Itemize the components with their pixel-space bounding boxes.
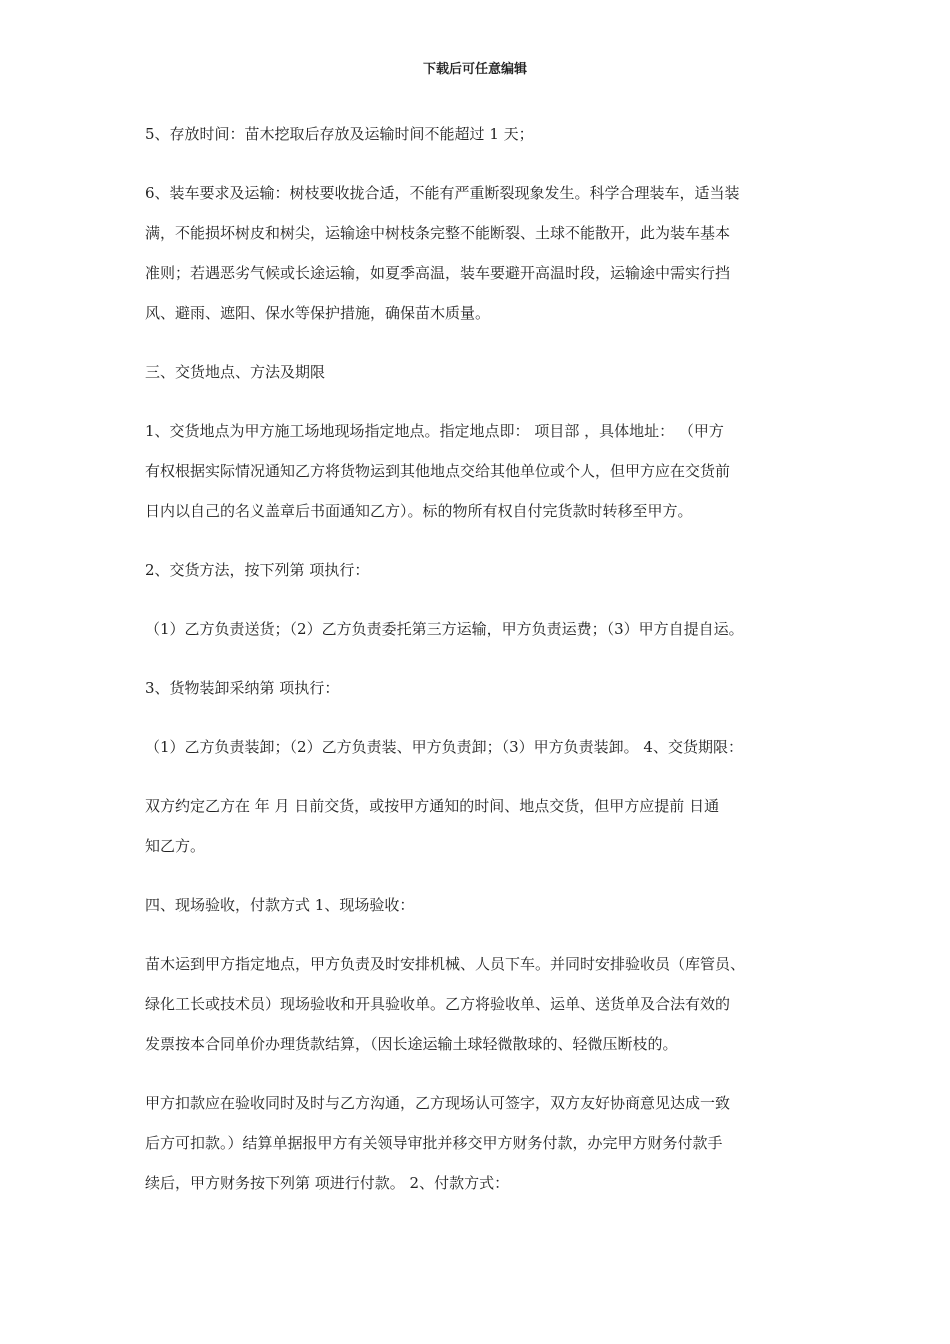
text-line: 三、交货地点、方法及期限 <box>145 363 326 381</box>
text-line: 有权根据实际情况通知乙方将货物运到其他地点交给其他单位或个人，但甲方应在交货前 <box>145 462 731 480</box>
text-line: 发票按本合同单价办理货款结算，（因长途运输土球轻微散球的、轻微压断枝的。 <box>145 1035 678 1053</box>
paragraph-loading-unloading <box>145 668 825 708</box>
page-header: 下载后可任意编辑 <box>422 62 527 77</box>
text-line: 满，不能损坏树皮和树尖，运输途中树枝条完整不能断裂、土球不能散开，此为装车基本 <box>145 224 731 242</box>
text-line: 知乙方。 <box>145 837 206 855</box>
text-line: 2、交货方法，按下列第 项执行： <box>145 561 370 579</box>
paragraph-onsite-inspection <box>145 944 825 1064</box>
document-body <box>145 114 825 1222</box>
text-line: 后方可扣款。）结算单据报甲方有关领导审批并移交甲方财务付款，办完甲方财务付款手 <box>145 1134 723 1152</box>
section-heading-delivery <box>145 352 825 392</box>
text-line: 绿化工长或技术员）现场验收和开具验收单。乙方将验收单、运单、送货单及合法有效的 <box>145 995 731 1013</box>
text-line: （1）乙方负责送货；（2）乙方负责委托第三方运输，甲方负责运费；（3）甲方自提自运。 <box>145 620 744 638</box>
paragraph-delivery-deadline <box>145 786 825 866</box>
text-line: 6、装车要求及运输：树枝要收拢合适，不能有严重断裂现象发生。科学合理装车，适当装 <box>145 184 740 202</box>
text-line: 甲方扣款应在验收同时及时与乙方沟通，乙方现场认可签字，双方友好协商意见达成一致 <box>145 1094 731 1112</box>
paragraph-delivery-options <box>145 609 825 649</box>
paragraph-delivery-location <box>145 411 825 531</box>
paragraph-delivery-method <box>145 550 825 590</box>
text-line: 四、现场验收，付款方式 1、现场验收： <box>145 896 415 914</box>
paragraph-storage-time <box>145 114 825 154</box>
text-line: 日内以自己的名义盖章后书面通知乙方）。标的物所有权自付完货款时转移至甲方。 <box>145 502 693 520</box>
paragraph-loading-options <box>145 727 825 767</box>
paragraph-deduction-payment <box>145 1083 825 1203</box>
text-line: 风、避雨、遮阳、保水等保护措施，确保苗木质量。 <box>145 304 491 322</box>
text-line: （1）乙方负责装卸；（2）乙方负责装、甲方负责卸；（3）甲方负责装卸。 4、交货期限： <box>145 738 743 756</box>
text-line: 续后，甲方财务按下列第 项进行付款。 2、付款方式： <box>145 1174 510 1192</box>
text-line: 双方约定乙方在 年 月 日前交货，或按甲方通知的时间、地点交货，但甲方应提前 日通 <box>145 797 720 815</box>
text-line: 3、货物装卸采纳第 项执行： <box>145 679 340 697</box>
section-heading-inspection-payment <box>145 885 825 925</box>
text-line: 准则；若遇恶劣气候或长途运输，如夏季高温，装车要避开高温时段，运输途中需实行挡 <box>145 264 731 282</box>
paragraph-loading-transport <box>145 173 825 333</box>
text-line: 1、交货地点为甲方施工场地现场指定地点。指定地点即： 项目部 ，具体地址： （甲方 <box>145 422 724 440</box>
text-line: 5、存放时间：苗木挖取后存放及运输时间不能超过 1 天； <box>145 125 534 143</box>
text-line: 苗木运到甲方指定地点，甲方负责及时安排机械、人员下车。并同时安排验收员（库管员、 <box>145 955 746 973</box>
